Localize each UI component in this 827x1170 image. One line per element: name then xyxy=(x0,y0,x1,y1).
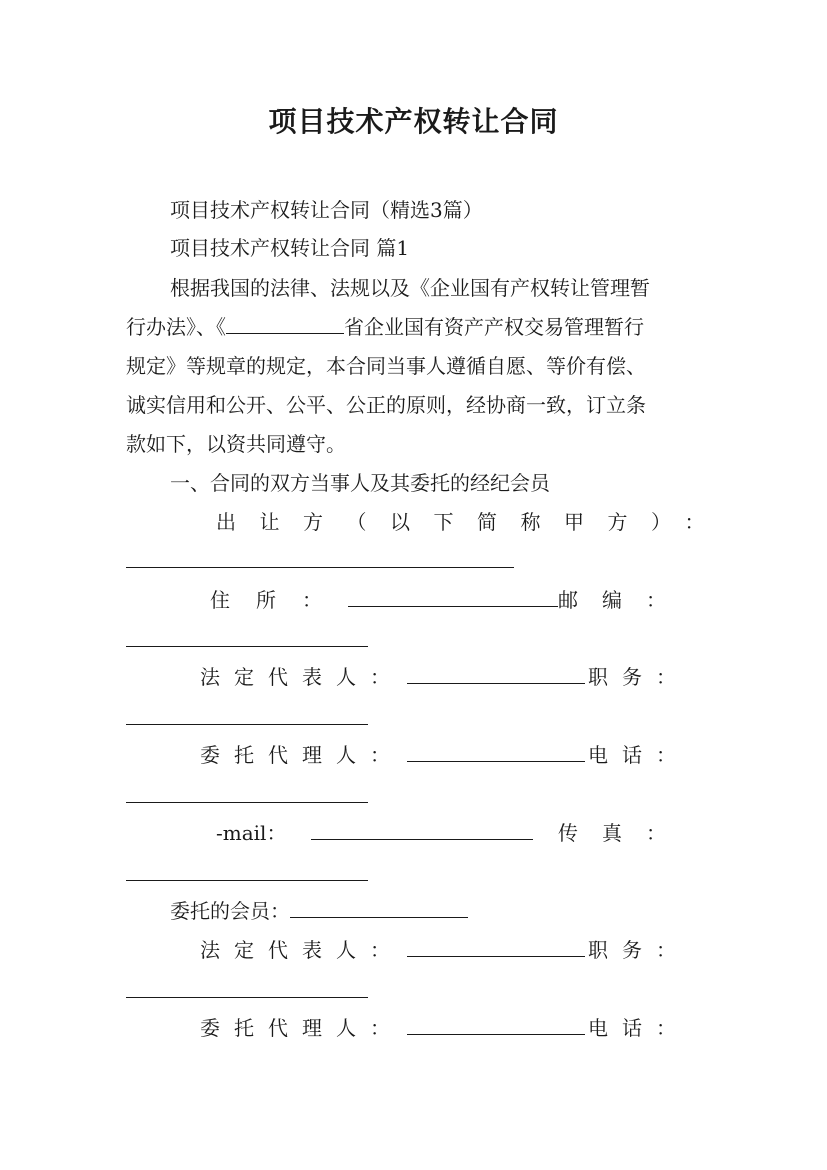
fax-label: 传真： xyxy=(557,821,690,845)
blank-phone xyxy=(126,802,368,803)
blank-member xyxy=(290,899,468,918)
blank-agent xyxy=(407,743,585,762)
legal-rep-label: 法定代表人： xyxy=(200,938,404,962)
email-row xyxy=(216,821,690,845)
member-agent-row xyxy=(200,1016,690,1040)
transferor-label: 出让方（以下简称甲方）： xyxy=(216,510,728,534)
paragraph-line: 款如下，以资共同遵守。 xyxy=(126,432,346,456)
legal-rep-label: 法定代表人： xyxy=(200,665,404,689)
section-heading: 项目技术产权转让合同 篇1 xyxy=(170,236,410,260)
member-legal-rep-row xyxy=(200,938,690,962)
document-subtitle: 项目技术产权转让合同（精选3篇） xyxy=(170,198,483,222)
paragraph-line xyxy=(126,315,644,339)
paragraph-line: 根据我国的法律、法规以及《企业国有产权转让管理暂 xyxy=(170,276,650,300)
paragraph-text: 省企业国有资产产权交易管理暂行 xyxy=(344,315,644,339)
blank-postcode xyxy=(126,646,368,647)
transferor-label-row xyxy=(216,510,728,534)
article-heading: 一、合同的双方当事人及其委托的经纪会员 xyxy=(170,471,550,495)
blank-legal-rep xyxy=(407,938,585,957)
document-title: 项目技术产权转让合同 xyxy=(268,105,559,138)
paragraph-text: 行办法》、《 xyxy=(126,315,226,339)
agent-row xyxy=(200,743,690,767)
blank-agent xyxy=(407,1016,585,1035)
address-label: 住所： xyxy=(210,588,348,612)
blank-legal-rep xyxy=(407,665,585,684)
paragraph-line: 规定》等规章的规定，本合同当事人遵循自愿、等价有偿、 xyxy=(126,354,646,378)
address-row xyxy=(210,588,690,612)
position-label: 职务： xyxy=(588,938,690,962)
blank-fax xyxy=(126,880,368,881)
legal-rep-row xyxy=(200,665,690,689)
agent-label: 委托代理人： xyxy=(200,1016,404,1040)
blank-position xyxy=(126,724,368,725)
email-label: -mail： xyxy=(216,821,287,845)
postcode-label: 邮编： xyxy=(558,588,690,612)
position-label: 职务： xyxy=(588,665,690,689)
blank-transferor xyxy=(126,567,514,568)
member-row xyxy=(170,899,468,923)
paragraph-line: 诚实信用和公开、公平、公正的原则，经协商一致，订立条 xyxy=(126,393,646,417)
blank-province xyxy=(226,315,344,334)
member-label: 委托的会员： xyxy=(170,899,290,923)
phone-label: 电话： xyxy=(588,743,690,767)
blank-position xyxy=(126,997,368,998)
blank-address xyxy=(348,588,558,607)
blank-email xyxy=(311,821,533,840)
agent-label: 委托代理人： xyxy=(200,743,404,767)
phone-label: 电话： xyxy=(588,1016,690,1040)
